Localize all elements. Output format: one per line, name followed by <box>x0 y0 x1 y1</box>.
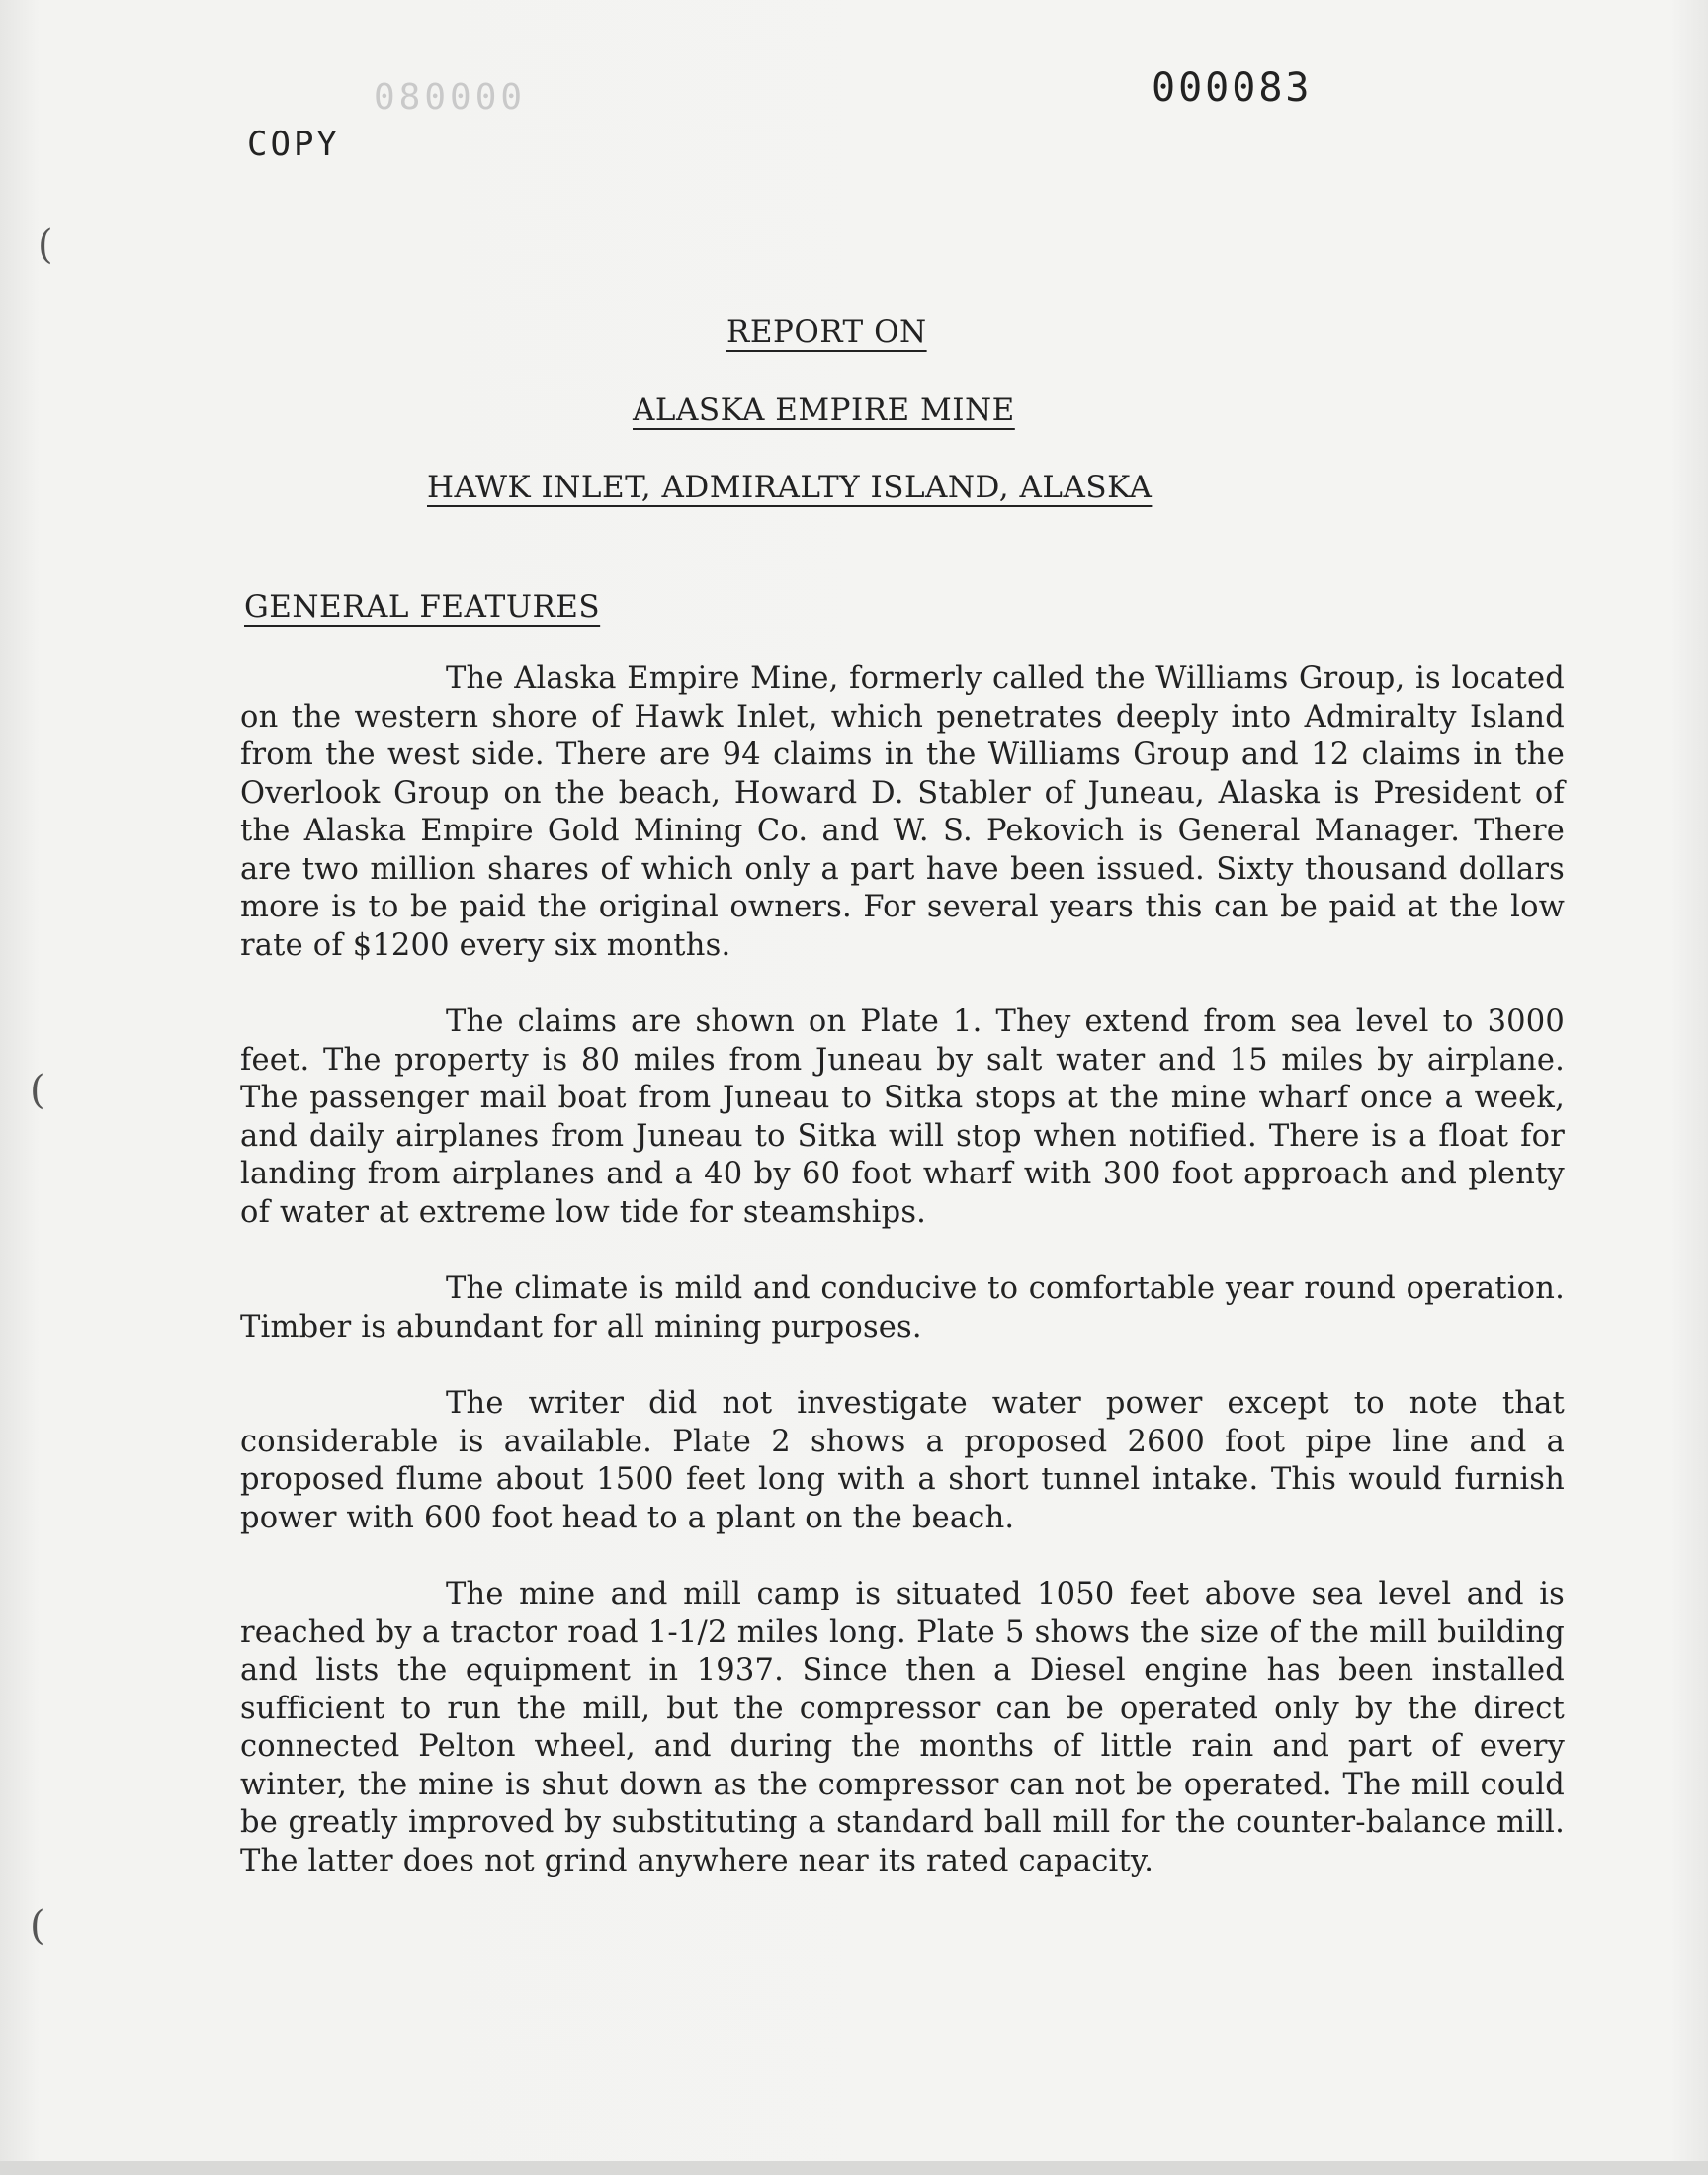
binder-hole-mark: ( <box>38 222 53 268</box>
binder-hole-mark: ( <box>30 1068 45 1113</box>
faint-page-stamp: 080000 <box>374 77 527 118</box>
page-bottom-edge <box>0 2161 1708 2175</box>
paragraph-climate: The climate is mild and conducive to comfortable year round operation. Timber is abundant for all mining purposes. <box>240 1271 1565 1345</box>
binder-hole-mark: ( <box>30 1903 45 1949</box>
copy-label: COPY <box>247 125 340 164</box>
page-number-stamp: 000083 <box>1152 65 1313 111</box>
report-title-line-2: ALASKA EMPIRE MINE <box>633 392 1015 428</box>
section-title: GENERAL FEATURES <box>244 589 601 625</box>
report-title-line-3: HAWK INLET, ADMIRALTY ISLAND, ALASKA <box>427 470 1153 505</box>
paragraph-location: The Alaska Empire Mine, formerly called the Williams Group, is located on the western shore of Hawk Inlet, which penetrates deeply into Admiralty Island from the west side. There are 94 claims in the Williams Group and 12 claims in the Overlook Group on the beach, Howard D. Stabler of Juneau, Alaska is President of the Alaska Empire Gold Mining Co. and W. S. Pekovich is General Manager. There are two million shares of which only a part have been issued. Sixty thousand dollars more is to be paid the original owners. For several years this can be paid at the low rate of $1200 every six months. <box>240 661 1565 963</box>
paragraph-mine-mill: The mine and mill camp is situated 1050 feet above sea level and is reached by a tractor road 1-1/2 miles long. Plate 5 shows the size of the mill building and lists the equipment in 1937. Since then a Diesel engine has been installed sufficient to run the mill, but the compressor can be operated only by the direct connected Pelton wheel, and during the months of little rain and part of every winter, the mine is shut down as the compressor can not be operated. The mill could be greatly improved by substituting a standard ball mill for the counter-balance mill. The latter does not grind anywhere near its rated capacity. <box>240 1577 1565 1878</box>
paragraph-water-power: The writer did not investigate water power except to note that considerable is available. Plate 2 shows a proposed 2600 foot pipe line and a proposed flume about 1500 feet long with a short tunnel intake. This would furnish power with 600 foot head to a plant on the beach. <box>240 1386 1565 1535</box>
report-body <box>240 660 1565 1919</box>
paragraph-claims-access: The claims are shown on Plate 1. They extend from sea level to 3000 feet. The property is 80 miles from Juneau by salt water and 15 miles by airplane. The passenger mail boat from Juneau to Sitka stops at the mine wharf once a week, and daily airplanes from Juneau to Sitka will stop when notified. There is a float for landing from airplanes and a 40 by 60 foot wharf with 300 foot approach and plenty of water at extreme low tide for steamships. <box>240 1004 1565 1230</box>
report-title-line-1: REPORT ON <box>726 314 927 350</box>
